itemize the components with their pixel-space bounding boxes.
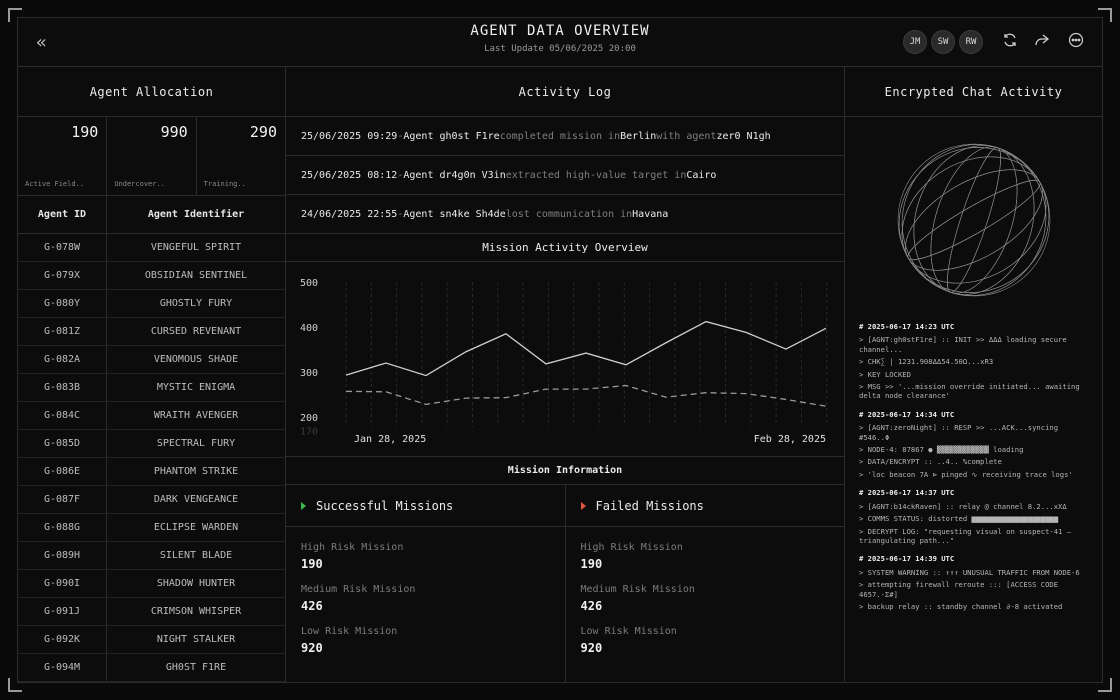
table-row[interactable]: [18, 570, 285, 598]
agent-identifier-cell: SPECTRAL FURY: [156, 438, 236, 449]
agent-table: [18, 196, 285, 682]
agent-id-cell: G-092K: [18, 626, 107, 653]
agent-id-cell: G-081Z: [18, 318, 107, 345]
log-timestamp: 24/06/2025 22:55: [301, 208, 398, 220]
globe-line: [894, 140, 1054, 300]
table-row[interactable]: [18, 234, 285, 262]
log-partner: zer0 N1gh: [716, 130, 771, 142]
table-row[interactable]: [18, 402, 285, 430]
chat-line: > [AGNT:zeroNight] :: RESP >> ...ACK...syncing #546..Φ: [859, 423, 1059, 442]
log-timestamp: 25/06/2025 08:12: [301, 169, 398, 181]
log-separator: -: [397, 130, 404, 142]
table-row[interactable]: [18, 486, 285, 514]
collapse-back-icon[interactable]: «: [36, 32, 47, 53]
table-row[interactable]: [18, 346, 285, 374]
last-update-text: Last Update 05/06/2025 20:00: [484, 44, 636, 54]
log-action: extracted high-value target in: [505, 169, 687, 181]
agent-id-cell: G-091J: [18, 598, 107, 625]
agent-id-cell: G-084C: [18, 402, 107, 429]
mission-value: 426: [580, 599, 603, 613]
log-extra: with agent: [656, 130, 717, 142]
green-triangle-icon: [301, 502, 306, 510]
y-tick-label: 170: [300, 426, 319, 438]
y-tick-label: 200: [300, 413, 319, 424]
failed-missions-header[interactable]: [566, 485, 845, 527]
chart-svg: [286, 262, 844, 457]
table-row[interactable]: [18, 430, 285, 458]
column-header-agent-id[interactable]: Agent ID: [18, 196, 107, 233]
chat-timestamp: # 2025-06-17 14:39 UTC: [859, 554, 955, 564]
agent-allocation-panel: [18, 67, 286, 682]
table-row[interactable]: [18, 654, 285, 682]
allocation-stats: [18, 117, 285, 196]
log-entry[interactable]: [286, 117, 844, 156]
agent-id-cell: G-083B: [18, 374, 107, 401]
globe-line: [895, 140, 1053, 300]
y-tick-label: 400: [300, 323, 319, 334]
chart-title: Mission Activity Overview: [286, 234, 844, 262]
wireframe-globe-icon: [894, 140, 1054, 300]
agent-identifier-cell: NIGHT STALKER: [156, 634, 236, 645]
agent-id-cell: G-087F: [18, 486, 107, 513]
agent-identifier-cell: OBSIDIAN SENTINEL: [144, 270, 248, 281]
stat-value: 190: [71, 123, 99, 141]
agent-identifier-cell: ECLIPSE WARDEN: [153, 522, 239, 533]
chat-line: > [AGNT:b14ckRaven] :: relay @ channel 8.2...xXΔ: [859, 501, 1067, 511]
chat-line: > COMMS STATUS: distorted ▆▆▆▆▆▆▆▆▆▆▆▆▆▆▆▆▆▆▆▆: [859, 514, 1059, 524]
series-line: [346, 386, 826, 407]
globe-line: [901, 170, 1046, 269]
mission-value: 920: [580, 641, 603, 655]
globe-line: [914, 140, 1033, 300]
globe-line: [894, 140, 1054, 300]
log-separator: -: [397, 208, 404, 220]
column-header-agent-identifier[interactable]: Agent Identifier: [147, 209, 245, 220]
stat-label: Undercover..: [114, 180, 165, 188]
log-agent: Agent sn4ke Sh4de: [403, 208, 506, 220]
table-row[interactable]: [18, 290, 285, 318]
x-tick-label: Jan 28, 2025: [354, 434, 427, 445]
log-place: Havana: [632, 208, 669, 220]
log-action: completed mission in: [499, 130, 621, 142]
share-icon[interactable]: [1032, 32, 1052, 52]
chat-timestamp: # 2025-06-17 14:37 UTC: [859, 488, 955, 498]
chat-message-block: [859, 410, 1088, 479]
avatar[interactable]: RW: [959, 30, 983, 54]
log-place: Berlin: [620, 130, 657, 142]
failed-missions-card: [566, 485, 845, 682]
agent-identifier-cell: GH0ST F1RE: [165, 662, 227, 673]
agent-id-cell: G-078W: [18, 234, 107, 261]
mission-value: 426: [301, 599, 323, 613]
mission-label: Medium Risk Mission: [580, 584, 695, 595]
agent-id-cell: G-094M: [18, 654, 107, 681]
table-row[interactable]: [18, 598, 285, 626]
globe-visual: [845, 117, 1102, 322]
log-entry[interactable]: [286, 156, 844, 195]
chat-line: > [AGNT:gh0stF1re] :: INIT >> ΔΔΔ loading secure channel...: [859, 335, 1067, 354]
red-triangle-icon: [581, 502, 586, 510]
encrypted-chat-title: Encrypted Chat Activity: [845, 67, 1102, 117]
chat-line: > backup relay :: standby channel ∂-8 activated: [859, 601, 1063, 611]
page-title: AGENT DATA OVERVIEW: [470, 23, 650, 39]
table-row[interactable]: [18, 262, 285, 290]
avatar-group: [903, 30, 983, 54]
activity-panel: [286, 67, 845, 682]
agent-identifier-cell: MYSTIC ENIGMA: [156, 382, 236, 393]
globe-line: [901, 170, 1046, 269]
agent-allocation-title: Agent Allocation: [18, 67, 285, 117]
table-row[interactable]: [18, 318, 285, 346]
successful-missions-title: Successful Missions: [316, 498, 454, 513]
stat-active-field: [18, 117, 107, 195]
chat-message-block: [859, 488, 1088, 545]
agent-identifier-cell: SILENT BLADE: [159, 550, 233, 561]
globe-line: [894, 140, 1054, 300]
avatar[interactable]: SW: [931, 30, 955, 54]
stat-value: 290: [249, 123, 277, 141]
agent-identifier-cell: CURSED REVENANT: [150, 326, 242, 337]
more-options-icon[interactable]: [1066, 32, 1086, 52]
mission-label: Low Risk Mission: [301, 626, 398, 637]
chat-line: > SYSTEM WARNING :: ↑↑↑ UNUSUAL TRAFFIC FROM NODE-6: [859, 567, 1080, 577]
avatar[interactable]: JM: [903, 30, 927, 54]
agent-identifier-cell: GHOSTLY FURY: [159, 298, 233, 309]
series-line: [346, 322, 826, 376]
mission-value: 190: [580, 557, 603, 571]
table-row[interactable]: [18, 458, 285, 486]
agent-identifier-cell: CRIMSON WHISPER: [150, 606, 242, 617]
x-tick-label: Feb 28, 2025: [753, 434, 826, 445]
table-row[interactable]: [18, 542, 285, 570]
log-agent: Agent gh0st F1re: [403, 130, 500, 142]
log-place: Cairo: [686, 169, 717, 181]
agent-id-cell: G-085D: [18, 430, 107, 457]
agent-id-cell: G-080Y: [18, 290, 107, 317]
mission-label: High Risk Mission: [580, 542, 683, 553]
stat-label: Active Field..: [25, 180, 85, 188]
encrypted-chat-panel: [845, 67, 1102, 682]
y-tick-label: 300: [300, 368, 319, 379]
chat-log: [845, 322, 1102, 611]
agent-identifier-cell: VENGEFUL SPIRIT: [150, 242, 242, 253]
chat-message-block: [859, 554, 1088, 611]
agent-id-cell: G-086E: [18, 458, 107, 485]
chat-line: > DECRYPT LOG: "requesting visual on suspect-41 — triangulating path...": [859, 526, 1072, 545]
chat-line: > 'loc beacon 7A ⊳ pinged ∿ receiving trace logs': [859, 469, 1073, 479]
agent-identifier-cell: VENOMOUS SHADE: [153, 354, 239, 365]
agent-identifier-cell: PHANTOM STRIKE: [153, 466, 239, 477]
globe-line: [914, 140, 1033, 300]
agent-id-cell: G-090I: [18, 570, 107, 597]
agent-identifier-cell: SHADOW HUNTER: [156, 578, 236, 589]
agent-identifier-cell: DARK VENGEANCE: [153, 494, 239, 505]
agent-id-cell: G-082A: [18, 346, 107, 373]
successful-missions-card: [286, 485, 566, 682]
chat-timestamp: # 2025-06-17 14:34 UTC: [859, 409, 955, 419]
log-separator: -: [397, 169, 404, 181]
mission-label: Low Risk Mission: [580, 626, 677, 637]
log-timestamp: 25/06/2025 09:29: [301, 130, 398, 142]
chat-line: > DATA/ENCRYPT :: ..4.. %complete: [859, 457, 1002, 467]
log-entry[interactable]: [286, 195, 844, 234]
stat-value: 990: [160, 123, 188, 141]
mission-label: Medium Risk Mission: [301, 584, 416, 595]
agent-id-cell: G-088G: [18, 514, 107, 541]
agent-table-header: [18, 196, 285, 234]
mission-label: High Risk Mission: [301, 542, 404, 553]
agent-identifier-cell: WRAITH AVENGER: [153, 410, 239, 421]
log-agent: Agent dr4g0n V3in: [403, 169, 506, 181]
successful-missions-header[interactable]: [286, 485, 565, 527]
globe-line: [895, 140, 1053, 300]
refresh-icon[interactable]: [1000, 32, 1020, 52]
globe-line: [894, 140, 1054, 300]
header: [18, 18, 1102, 67]
stat-training: [197, 117, 285, 195]
table-row[interactable]: [18, 514, 285, 542]
globe-line: [894, 140, 1054, 300]
dashboard-frame: [17, 17, 1103, 683]
mission-value: 920: [301, 641, 323, 655]
chat-line: > KEY LOCKED: [859, 369, 911, 379]
log-action: lost communication in: [505, 208, 633, 220]
table-row[interactable]: [18, 374, 285, 402]
chat-line: > attempting firewall reroute ::: [ACCESS CODE 4657.-Σ#]: [859, 580, 1059, 599]
chat-timestamp: # 2025-06-17 14:23 UTC: [859, 322, 955, 331]
mission-activity-chart: [286, 262, 844, 457]
chat-line: > CHK∑ | 1231.908ΔΔ54.50Ω...xR3: [859, 357, 994, 367]
chat-message-block: [859, 322, 1088, 401]
chat-line: > NODE-4: 87867 ● ▓▓▓▓▓▓▓▓▓▓▓▓ loading: [859, 445, 1024, 455]
stat-undercover: [107, 117, 196, 195]
mission-information: [286, 485, 844, 682]
agent-id-cell: G-079X: [18, 262, 107, 289]
mission-information-title: Mission Information: [286, 457, 844, 485]
table-row[interactable]: [18, 626, 285, 654]
chat-line: > MSG >> '...mission override initiated... awaiting delta node clearance': [859, 382, 1080, 401]
y-tick-label: 500: [300, 278, 319, 289]
agent-id-cell: G-089H: [18, 542, 107, 569]
stat-label: Training..: [203, 180, 246, 188]
mission-value: 190: [301, 557, 323, 571]
globe-line: [894, 140, 1054, 300]
failed-missions-title: Failed Missions: [595, 498, 704, 513]
activity-log-title: Activity Log: [286, 67, 844, 117]
